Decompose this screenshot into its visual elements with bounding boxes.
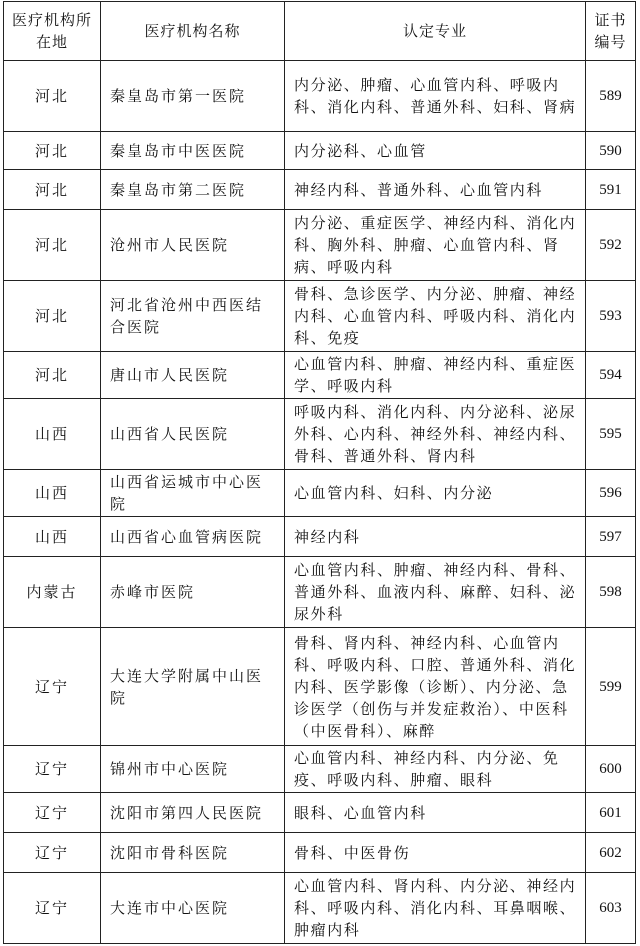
- table-row: [4, 210, 636, 281]
- cell-specialty: 内分泌、肿瘤、心血管内科、呼吸内科、消化内科、普通外科、妇科、肾病: [285, 61, 586, 132]
- cell-institution-name: 秦皇岛市第一医院: [101, 61, 285, 132]
- table-row: [4, 352, 636, 399]
- cell-location: 河北: [4, 281, 101, 352]
- cell-institution-name: 大连大学附属中山医院: [101, 628, 285, 746]
- cell-location: 山西: [4, 470, 101, 517]
- cell-cert-number: 593: [586, 281, 636, 352]
- cell-institution-name: 秦皇岛市第二医院: [101, 170, 285, 210]
- cell-cert-number: 590: [586, 132, 636, 170]
- cell-specialty: 骨科、急诊医学、内分泌、肿瘤、神经内科、心血管内科、呼吸内科、消化内科、免疫: [285, 281, 586, 352]
- cell-institution-name: 河北省沧州中西医结合医院: [101, 281, 285, 352]
- table-row: [4, 399, 636, 470]
- cell-institution-name: 山西省人民医院: [101, 399, 285, 470]
- cell-location: 辽宁: [4, 793, 101, 833]
- cell-location: 山西: [4, 517, 101, 557]
- cell-specialty: 心血管内科、肾内科、内分泌、神经内科、呼吸内科、消化内科、耳鼻咽喉、肿瘤内科: [285, 873, 586, 944]
- cell-specialty: 内分泌、重症医学、神经内科、消化内科、胸外科、肿瘤、心血管内科、肾病、呼吸内科: [285, 210, 586, 281]
- table-row: [4, 557, 636, 628]
- table-row: [4, 170, 636, 210]
- table-header: [4, 2, 636, 61]
- cell-specialty: 神经内科、普通外科、心血管内科: [285, 170, 586, 210]
- cell-location: 河北: [4, 61, 101, 132]
- cell-institution-name: 赤峰市医院: [101, 557, 285, 628]
- cell-institution-name: 秦皇岛市中医医院: [101, 132, 285, 170]
- cell-cert-number: 603: [586, 873, 636, 944]
- cell-cert-number: 594: [586, 352, 636, 399]
- cell-institution-name: 大连市中心医院: [101, 873, 285, 944]
- cell-cert-number: 595: [586, 399, 636, 470]
- cell-cert-number: 596: [586, 470, 636, 517]
- table-row: [4, 746, 636, 793]
- cell-location: 内蒙古: [4, 557, 101, 628]
- cell-specialty: 心血管内科、肿瘤、神经内科、重症医学、呼吸内科: [285, 352, 586, 399]
- cell-location: 河北: [4, 170, 101, 210]
- table-row: [4, 873, 636, 944]
- cell-institution-name: 山西省心血管病医院: [101, 517, 285, 557]
- cell-institution-name: 沈阳市骨科医院: [101, 833, 285, 873]
- cell-specialty: 心血管内科、肿瘤、神经内科、骨科、普通外科、血液内科、麻醉、妇科、泌尿外科: [285, 557, 586, 628]
- cell-location: 河北: [4, 352, 101, 399]
- cell-specialty: 心血管内科、神经内科、内分泌、免疫、呼吸内科、肿瘤、眼科: [285, 746, 586, 793]
- table-row: [4, 833, 636, 873]
- cell-institution-name: 沧州市人民医院: [101, 210, 285, 281]
- table-row: [4, 793, 636, 833]
- cell-location: 辽宁: [4, 833, 101, 873]
- cell-institution-name: 唐山市人民医院: [101, 352, 285, 399]
- cell-cert-number: 591: [586, 170, 636, 210]
- cell-specialty: 眼科、心血管内科: [285, 793, 586, 833]
- cell-location: 辽宁: [4, 746, 101, 793]
- cell-specialty: 呼吸内科、消化内科、内分泌科、泌尿外科、心内科、神经外科、神经内科、骨科、普通外科、肾内科: [285, 399, 586, 470]
- header-specialty: 认定专业: [285, 2, 586, 61]
- cell-location: 辽宁: [4, 873, 101, 944]
- cell-cert-number: 600: [586, 746, 636, 793]
- cell-institution-name: 沈阳市第四人民医院: [101, 793, 285, 833]
- cell-cert-number: 598: [586, 557, 636, 628]
- cell-cert-number: 592: [586, 210, 636, 281]
- cell-specialty: 内分泌科、心血管: [285, 132, 586, 170]
- table-row: [4, 61, 636, 132]
- cell-location: 辽宁: [4, 628, 101, 746]
- table-row: [4, 281, 636, 352]
- header-institution-name: 医疗机构名称: [101, 2, 285, 61]
- cell-cert-number: 597: [586, 517, 636, 557]
- cell-cert-number: 601: [586, 793, 636, 833]
- cell-specialty: 神经内科: [285, 517, 586, 557]
- cell-specialty: 骨科、中医骨伤: [285, 833, 586, 873]
- certification-table: [3, 1, 636, 944]
- cell-cert-number: 599: [586, 628, 636, 746]
- cell-cert-number: 602: [586, 833, 636, 873]
- cell-specialty: 心血管内科、妇科、内分泌: [285, 470, 586, 517]
- table-body: [4, 61, 636, 944]
- cell-institution-name: 山西省运城市中心医院: [101, 470, 285, 517]
- table-row: [4, 470, 636, 517]
- cell-cert-number: 589: [586, 61, 636, 132]
- cell-institution-name: 锦州市中心医院: [101, 746, 285, 793]
- table-row: [4, 132, 636, 170]
- table-row: [4, 628, 636, 746]
- cell-location: 山西: [4, 399, 101, 470]
- header-location: 医疗机构所在地: [4, 2, 101, 61]
- cell-location: 河北: [4, 132, 101, 170]
- table-row: [4, 517, 636, 557]
- cell-location: 河北: [4, 210, 101, 281]
- header-row: [4, 2, 636, 61]
- cell-specialty: 骨科、肾内科、神经内科、心血管内科、呼吸内科、口腔、普通外科、消化内科、医学影像（诊断）、内分泌、急诊医学（创伤与并发症救治）、中医科（中医骨科）、麻醉: [285, 628, 586, 746]
- header-cert-number: 证书编号: [586, 2, 636, 61]
